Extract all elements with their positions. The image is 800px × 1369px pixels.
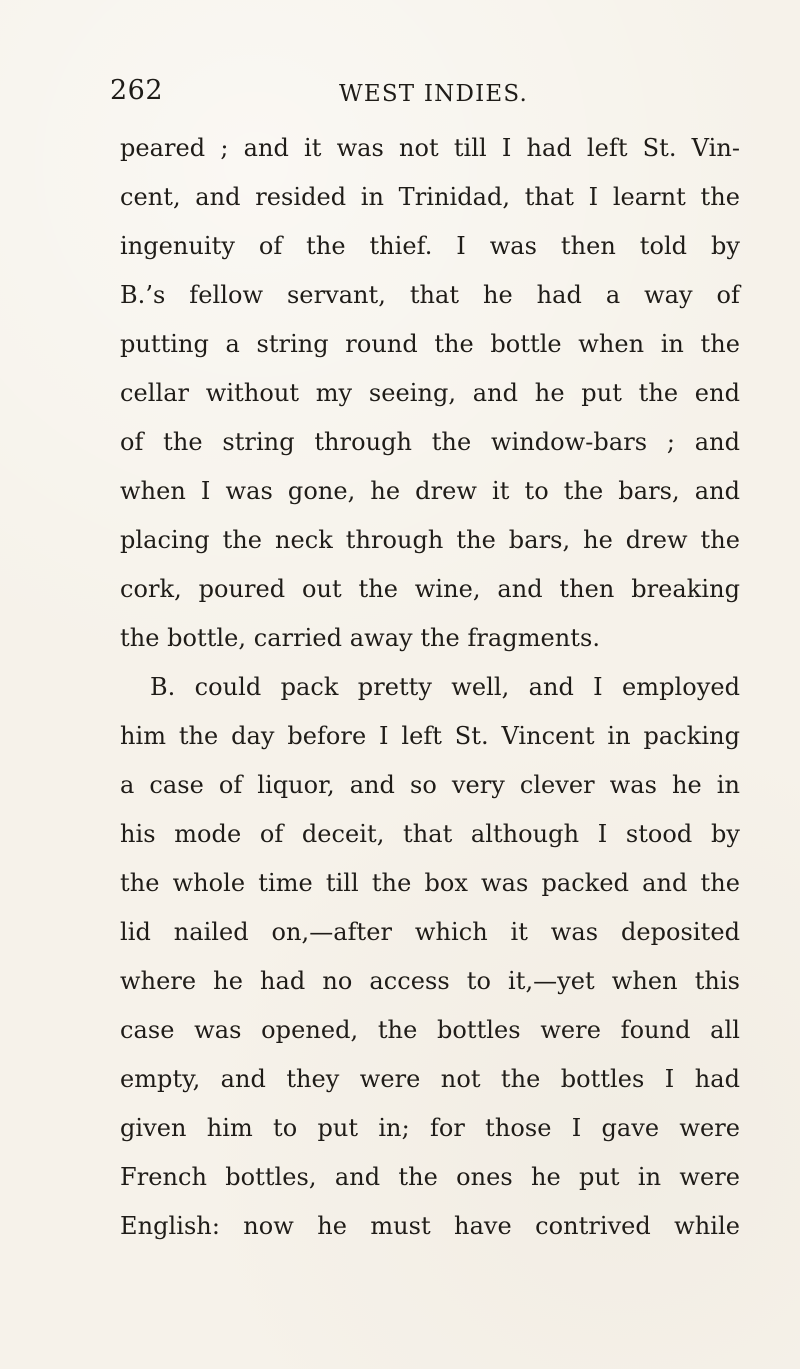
text-line: case was opened, the bottles were found all	[120, 1016, 740, 1044]
text-line: when I was gone, he drew it to the bars, and	[120, 477, 740, 505]
text-line: of the string through the window-bars ; and	[120, 428, 740, 456]
text-line: English: now he must have contrived while	[120, 1212, 740, 1240]
text-line: the whole time till the box was packed and the	[120, 869, 740, 897]
text-line: cent, and resided in Trinidad, that I learnt the	[120, 183, 740, 211]
text-line: the bottle, carried away the fragments.	[120, 624, 601, 652]
text-line: B. could pack pretty well, and I employed	[150, 673, 740, 701]
text-line: French bottles, and the ones he put in were	[120, 1163, 740, 1191]
text-line: his mode of deceit, that although I stood by	[120, 820, 740, 848]
text-line: empty, and they were not the bottles I had	[120, 1065, 740, 1093]
page-number: 262	[110, 75, 164, 106]
body-text	[120, 133, 740, 1273]
text-line: peared ; and it was not till I had left St. Vin-	[120, 134, 740, 162]
text-line: lid nailed on,—after which it was deposited	[120, 918, 740, 946]
text-line: a case of liquor, and so very clever was he in	[120, 771, 740, 799]
text-line: putting a string round the bottle when in the	[120, 330, 740, 358]
text-line: B.’s fellow servant, that he had a way of	[120, 281, 740, 309]
text-line: placing the neck through the bars, he drew the	[120, 526, 740, 554]
page-header	[100, 75, 745, 115]
text-line: where he had no access to it,—yet when this	[120, 967, 740, 995]
running-title: WEST INDIES.	[339, 81, 529, 107]
text-line: him the day before I left St. Vincent in packing	[120, 722, 740, 750]
text-line: given him to put in; for those I gave were	[120, 1114, 740, 1142]
text-line: cork, poured out the wine, and then breaking	[120, 575, 740, 603]
text-line: ingenuity of the thief. I was then told by	[120, 232, 740, 260]
text-line: cellar without my seeing, and he put the end	[120, 379, 740, 407]
